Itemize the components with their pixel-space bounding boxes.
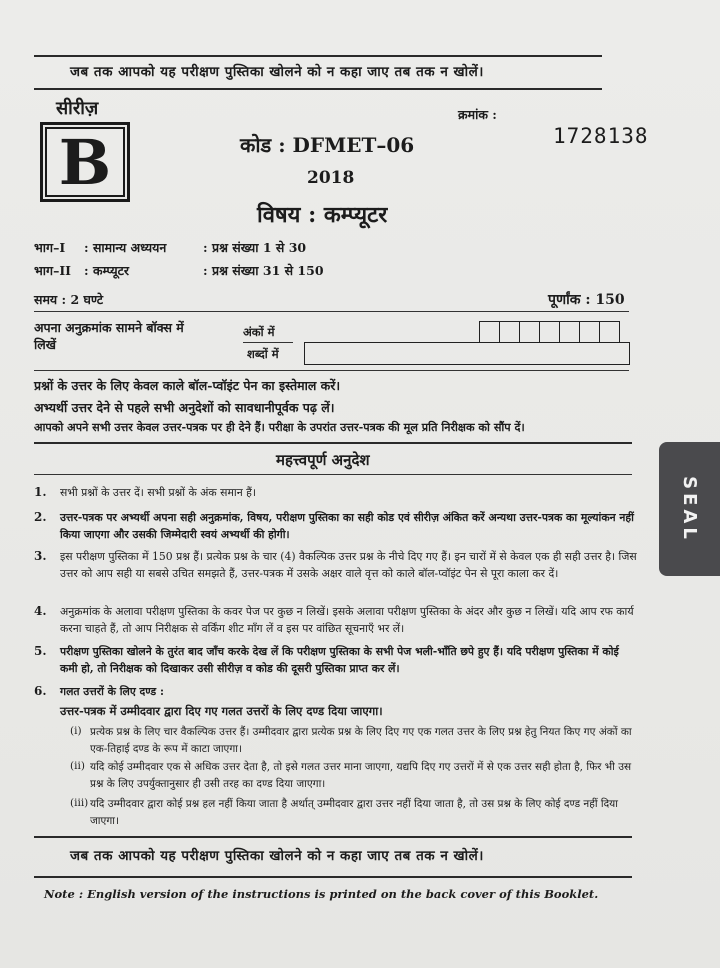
instructions-title: महत्त्वपूर्ण अनुदेश <box>276 451 370 469</box>
seal-label: SEAL <box>679 475 701 543</box>
instruction-number: 5. <box>34 644 47 658</box>
exam-time: समय : 2 घण्टे <box>34 292 104 307</box>
booklet-code: कोड : DFMET–06 <box>240 133 415 157</box>
part-name: : सामान्य अध्ययन <box>84 240 167 255</box>
penalty-heading: उत्तर-पत्रक में उम्मीदवार द्वारा दिए गए गलत उत्तरों के लिए दण्ड दिया जाएगा। <box>60 704 383 718</box>
roll-digit-box[interactable] <box>540 322 560 342</box>
roll-digit-box[interactable] <box>500 322 520 342</box>
part-label: भाग–I <box>34 240 66 255</box>
instruction-text: उत्तर-पत्रक पर अभ्यर्थी अपना सही अनुक्रमांक, विषय, परीक्षण पुस्तिका का सही कोड एवं सीरीज़ अंकित करें अन्यथा उत्तर-पत्रक का मूल्यांकन नहीं किया जाएगा और उसकी जिम्मेदारी स्वयं अभ्यर्थी की होगी। <box>60 511 634 541</box>
time-rule <box>34 311 629 312</box>
serial-number: 1728138 <box>553 124 649 148</box>
instructions-top-rule <box>34 442 632 444</box>
serial-label: क्रमांक : <box>458 107 497 122</box>
roll-digit-box[interactable] <box>480 322 500 342</box>
instructions-title-rule <box>34 474 632 475</box>
roll-digit-box[interactable] <box>520 322 540 342</box>
warning-rule <box>34 88 602 90</box>
instruction-number: 1. <box>34 485 47 499</box>
top-rule <box>34 55 602 57</box>
preliminary-line: अभ्यर्थी उत्तर देने से पहले सभी अनुदेशों को सावधानीपूर्वक पढ़ लें। <box>34 400 335 415</box>
in-figures-label: अंकों में <box>243 325 275 339</box>
roll-rule <box>34 370 629 371</box>
preliminary-line: प्रश्नों के उत्तर के लिए केवल काले बॉल-प्वॉइंट पेन का इस्तेमाल करें। <box>34 378 341 393</box>
roll-digit-box[interactable] <box>600 322 619 342</box>
instruction-text: परीक्षण पुस्तिका खोलने के तुरंत बाद जाँच करके देख लें कि परीक्षण पुस्तिका के सभी पेज भली-भाँति छपे हुए हैं। यदि परीक्षण पुस्तिका में कोई कमी हो, तो निरीक्षक को दिखाकर उसी सीरीज़ व कोड की दूसरी पुस्तिका प्राप्त कर लें। <box>60 645 619 675</box>
instruction-text: सभी प्रश्नों के उत्तर दें। सभी प्रश्नों के अंक समान हैं। <box>60 486 256 499</box>
instruction-number: 2. <box>34 510 47 524</box>
seal-tab <box>659 442 720 576</box>
part-label: भाग–II <box>34 263 72 278</box>
roll-digit-box[interactable] <box>560 322 580 342</box>
instruction-number: 6. <box>34 684 47 698</box>
penalty-number: (iii) <box>70 797 89 809</box>
instruction-text: अनुक्रमांक के अलावा परीक्षण पुस्तिका के कवर पेज पर कुछ न लिखें। इसके अलावा परीक्षण पुस्तिका के अंदर और कुछ न लिखें। यदि आप रफ कार्य करना चाहते हैं, तो आप निरीक्षक से वर्किंग शीट माँग लें व इस पर वांछित सूचनाएँ भर लें। <box>60 605 634 635</box>
top-warning: जब तक आपको यह परीक्षण पुस्तिका खोलने को न कहा जाए तब तक न खोलें। <box>70 64 484 80</box>
english-version-note: Note : English version of the instructions is printed on the back cover of this Booklet. <box>44 887 599 901</box>
instruction-number: 4. <box>34 604 47 618</box>
exam-year: 2018 <box>307 168 355 188</box>
max-marks: पूर्णांक : 150 <box>548 292 625 308</box>
penalty-text: प्रत्येक प्रश्न के लिए चार वैकल्पिक उत्तर हैं। उम्मीदवार द्वारा प्रत्येक प्रश्न के लिए दिए गए एक गलत उत्तर के लिए प्रश्न हेतु नियत किए गए अंकों का एक-तिहाई दण्ड के रूप में काटा जाएगा। <box>90 726 632 755</box>
penalty-text: यदि उम्मीदवार द्वारा कोई प्रश्न हल नहीं किया जाता है अर्थात् उम्मीदवार द्वारा उत्तर नहीं दिया जाता है, तो उस प्रश्न के लिए कोई दण्ड नहीं दिया जाएगा। <box>90 798 618 827</box>
instruction-text: इस परीक्षण पुस्तिका में 150 प्रश्न हैं। प्रत्येक प्रश्न के चार (4) वैकल्पिक उत्तर प्रश्न के नीचे दिए गए हैं। इन चारों में से केवल एक ही सही उत्तर है। जिस उत्तर को आप सही या सबसे उचित समझते हैं, उत्तर-पत्रक में उसके अक्षर वाले वृत्त को काले बॉल-प्वॉइंट पेन से पूरा काला कर दें। <box>60 550 637 580</box>
roll-number-digit-boxes[interactable] <box>479 321 620 343</box>
series-label: सीरीज़ <box>56 98 99 119</box>
penalty-number: (ii) <box>70 760 85 772</box>
part-questions: : प्रश्न संख्या 31 से 150 <box>203 263 324 278</box>
bottom-warning-rule <box>34 876 632 878</box>
part-questions: : प्रश्न संख्या 1 से 30 <box>203 240 307 255</box>
roll-digit-box[interactable] <box>580 322 600 342</box>
roll-number-label: अपना अनुक्रमांक सामने बॉक्स में लिखें <box>34 320 184 352</box>
preliminary-line: आपको अपने सभी उत्तर केवल उत्तर-पत्रक पर ही देने हैं। परीक्षा के उपरांत उत्तर-पत्रक की मूल प्रति निरीक्षक को सौंप दें। <box>34 420 525 434</box>
bottom-warning-top-rule <box>34 836 632 838</box>
roll-number-words-box[interactable] <box>304 342 630 365</box>
roll-separator <box>243 342 293 343</box>
subject-title: विषय : कम्प्यूटर <box>257 202 388 228</box>
in-words-label: शब्दों में <box>247 347 279 361</box>
part-name: : कम्प्यूटर <box>84 263 129 278</box>
penalty-number: (i) <box>70 725 82 737</box>
bottom-warning: जब तक आपको यह परीक्षण पुस्तिका खोलने को न कहा जाए तब तक न खोलें। <box>70 848 484 864</box>
series-letter: B <box>58 125 112 199</box>
series-box <box>40 122 130 202</box>
penalty-text: यदि कोई उम्मीदवार एक से अधिक उत्तर देता है, तो इसे गलत उत्तर माना जाएगा, यद्यपि दिए गए उत्तरों में से एक उत्तर सही होता है, फिर भी उस प्रश्न के लिए उपर्युक्तानुसार ही उसी तरह का दण्ड दिया जाएगा। <box>90 761 632 790</box>
instruction-text: गलत उत्तरों के लिए दण्ड : <box>60 685 164 698</box>
instruction-number: 3. <box>34 549 47 563</box>
